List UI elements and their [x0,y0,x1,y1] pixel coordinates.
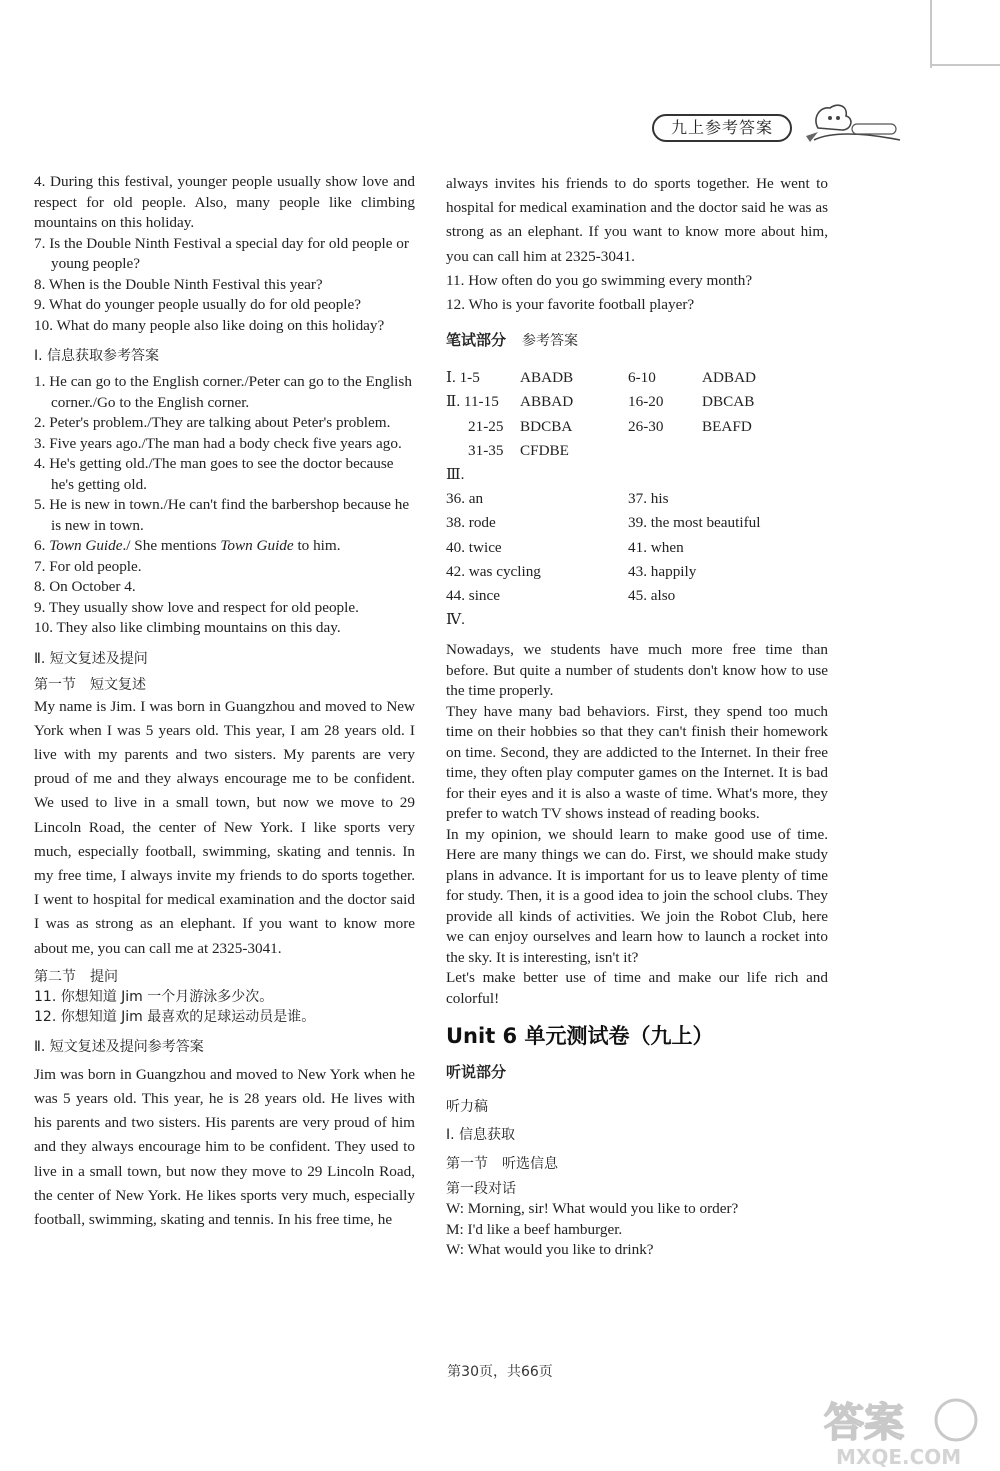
question-item: 9. What do younger people usually do for old people? [34,296,362,313]
mc-range: Ⅰ. 1-5 [446,369,480,387]
page-number: 第30页，共66页 [447,1364,553,1380]
crop-mark-horizontal [932,64,1000,66]
fill-answer: 44. since [446,587,500,605]
fill-row [446,511,828,535]
fill-row [446,487,828,511]
fill-row [446,584,828,608]
watermark-logo [818,1390,983,1470]
answer-item: 8. On October 4. [34,578,136,595]
answer-6-title-2: Town Guide [220,537,294,554]
chinese-question: 11. 你想知道 Jim 一个月游泳多少次。 [34,988,274,1005]
fill-row [446,536,828,560]
answer-6-mid: ./ She mentions [122,537,221,554]
answer-item: 10. They also like climbing mountains on this day. [34,619,341,636]
dialog-line: W: What would you like to drink? [446,1241,654,1259]
script-title: 听力稿 [446,1099,488,1116]
answer-item: 7. For old people. [34,557,142,575]
answer-6-num: 6. [34,537,50,554]
mc-answers: ABBAD [520,393,574,411]
info-title: Ⅰ. 信息获取 [446,1127,516,1144]
fill-answer: 36. an [446,490,484,508]
mc-answer-row [446,439,828,463]
part-title-retell: 第一节 短文复述 [34,676,146,693]
question-answer: 11. How often do you go swimming every month? [446,271,753,289]
fill-row [446,560,828,584]
watermark-text: 答案 [824,1400,904,1446]
dialog-line: M: I'd like a beef hamburger. [446,1220,623,1238]
essay-paragraph: Let's make better use of time and make our life rich and colorful! [446,969,828,1007]
header-badge: 九上参考答案 [652,114,792,142]
retell-answer-passage: Jim was born in Guangzhou and moved to New York when he was 5 years old. This year, he is 28 years old. He lives with his parents and two sisters. His parents are very proud of him and they always encourage him to be confident. They used to live in a small town, but now they move to 29 Lincoln Road, the center of New York. He likes sports very much, especially football, swimming, skating and tennis. In his free time, he [34,1065,415,1228]
answer-item: 1. He can go to the English corner./Peter can go to the English corner./Go to the English corner. [34,373,412,411]
mc-range: 26-30 [628,417,664,435]
mc-answer-row [446,415,828,439]
left-column [34,172,415,1232]
section-title-retell-answers: Ⅱ. 短文复述及提问参考答案 [34,1038,204,1055]
mc-answers: DBCAB [702,393,755,411]
mc-range: Ⅱ. 11-15 [446,393,499,411]
right-column [446,172,828,1261]
part-title-listen: 第一节 听选信息 [446,1156,558,1173]
fill-answer: 43. happily [628,562,697,580]
fill-answer: 38. rode [446,514,496,532]
mc-answers: BDCBA [520,417,573,435]
fill-answer: 42. was cycling [446,562,541,580]
answer-item: 5. He is new in town./He can't find the barbershop because he is new in town. [34,496,410,534]
header-mascot-logo [800,96,905,148]
fill-answer: 37. his [628,490,669,508]
fill-answer: 39. the most beautiful [628,514,761,532]
roman-four: Ⅳ. [446,611,465,629]
answer-item: 9. They usually show love and respect for old people. [34,598,359,616]
mc-range: 16-20 [628,393,664,411]
question-answer: 12. Who is your favorite football player? [446,296,695,314]
mc-range: 21-25 [468,417,504,435]
written-subtitle: 参考答案 [522,333,579,350]
part-title-questions: 第二节 提问 [34,968,118,985]
mc-answers: ADBAD [702,369,757,387]
retell-passage: My name is Jim. I was born in Guangzhou and moved to New York when I was 5 years old. This year, I am 28 years old. I live with my parents and two sisters. My parents are very proud of me and they always encourage me to be confident. We used to live in a small town, but now we move to 29 Lincoln Road, the center of New York. I like sports very much, especially football, swimming, skating and tennis. In my free time, I always invite my friends to do sports together. I went to hospital for medical examination and the doctor said I was as strong as an elephant. If you want to know more about me, you can call me at 2325-3041. [34,697,415,957]
answer-item-6 [34,536,415,557]
answer-item: 4. He's getting old./The man goes to see the doctor because he's getting old. [34,455,394,493]
roman-three: Ⅲ. [446,466,465,484]
mc-answers: BEAFD [702,417,752,435]
essay [446,640,828,1009]
section-title-info-answers: Ⅰ. 信息获取参考答案 [34,348,160,364]
mc-answers: ABADB [520,369,574,387]
fill-answer: 40. twice [446,538,502,556]
mc-range: 6-10 [628,369,656,387]
mc-answer-row [446,390,828,414]
chinese-question: 12. 你想知道 Jim 最喜欢的足球运动员是谁。 [34,1008,316,1025]
written-title: 笔试部分 [446,331,507,350]
answer-6-end: to him. [293,537,341,554]
mc-answers: CFDBE [520,441,569,459]
fill-answer: 41. when [628,538,684,556]
essay-paragraph: They have many bad behaviors. First, they spend too much time on their hobbies so that they can't finish their homework on time. Second, they are addicted to the Internet. In their free time, they often play computer games on the Internet. It is bad for their eyes and it is also a waste of time. What's more, they prefer to watch TV shows instead of reading books. [446,702,828,823]
mc-range: 31-35 [468,441,504,459]
dialog-title: 第一段对话 [446,1181,516,1198]
unit-title: Unit 6 单元测试卷（九上） [446,1024,714,1049]
question-item: 8. When is the Double Ninth Festival this year? [34,275,323,293]
crop-mark-vertical [930,0,932,68]
mc-answer-row [446,366,828,390]
watermark-url: MXQE.COM [836,1445,962,1469]
question-item: 7. Is the Double Ninth Festival a special day for old people or young people? [34,234,409,272]
essay-paragraph: Nowadays, we students have much more free time than before. But quite a number of students don't know how to use the time properly. [446,641,828,700]
answer-item: 2. Peter's problem./They are talking about Peter's problem. [34,414,391,431]
listening-section-title: 听说部分 [446,1063,507,1082]
essay-paragraph: In my opinion, we should learn to make good use of time. Here are many things we can do. First, we should make study plans in advance. It is important for us to leave plenty of time for study. Then, it is a good idea to join the school clubs. They provide all kinds of activities. We join the Robot Club, here we can enjoy ourselves and learn how to launch a rocket into the sky. It is interesting, isn't it? [446,825,828,966]
question-item: 10. What do many people also like doing on this holiday? [34,316,385,334]
section-title-retell: Ⅱ. 短文复述及提问 [34,650,148,667]
answer-item: 3. Five years ago./The man had a body check five years ago. [34,434,402,452]
retell-answer-continued: always invites his friends to do sports together. He went to hospital for medical examination and the doctor said he was as strong as an elephant. If you want to know more about him, you can call him at 2325-3041. [446,175,828,265]
fill-answer: 45. also [628,587,676,605]
answer-6-title-1: Town Guide [49,537,123,554]
dialog-line: W: Morning, sir! What would you like to order? [446,1200,739,1218]
written-section-title [446,329,828,352]
intro-item-4: 4. During this festival, younger people usually show love and respect for old people. Also, many people like climbing mountains on this holiday. [34,173,415,231]
